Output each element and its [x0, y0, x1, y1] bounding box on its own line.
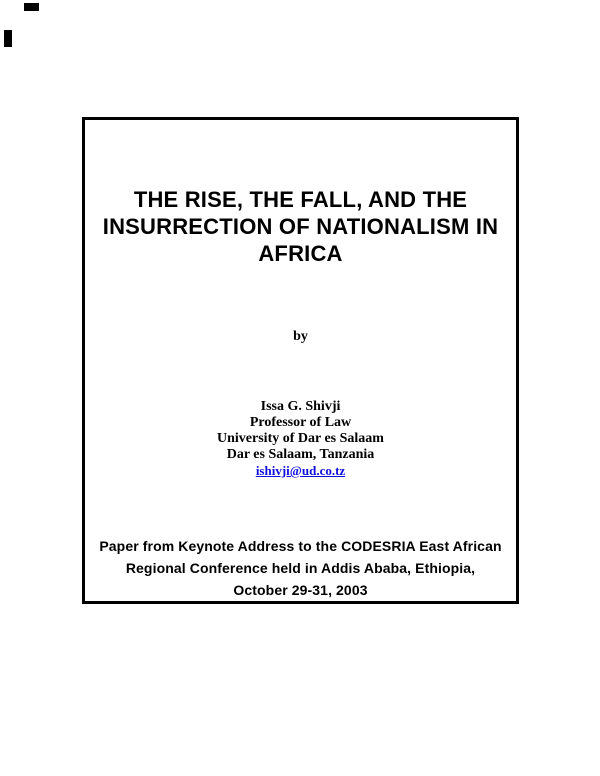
title-line-3: AFRICA: [258, 241, 343, 266]
scan-artifact-top: [24, 3, 39, 11]
scan-artifact-left: [4, 30, 12, 47]
author-name: Issa G. Shivji: [260, 399, 341, 414]
conference-note-line-1: Paper from Keynote Address to the CODESRIA East African: [99, 538, 502, 554]
conference-note-line-2: Regional Conference held in Addis Ababa, Ethiopia,: [125, 560, 476, 576]
author-location: Dar es Salaam, Tanzania: [226, 447, 375, 462]
author-role: Professor of Law: [249, 415, 352, 430]
conference-note-line-3: October 29-31, 2003: [233, 582, 368, 598]
author-institution: University of Dar es Salaam: [217, 431, 384, 446]
author-block: [85, 399, 516, 480]
author-email-line: [85, 463, 516, 480]
title-border-box: [82, 117, 519, 604]
author-email-link[interactable]: ishivji@ud.co.tz: [255, 463, 346, 478]
title-line-1: THE RISE, THE FALL, AND THE: [133, 187, 468, 212]
byline-text: by: [293, 329, 308, 344]
paper-title: [85, 186, 516, 267]
conference-note: [85, 535, 516, 601]
title-line-2: INSURRECTION OF NATIONALISM IN: [102, 214, 499, 239]
